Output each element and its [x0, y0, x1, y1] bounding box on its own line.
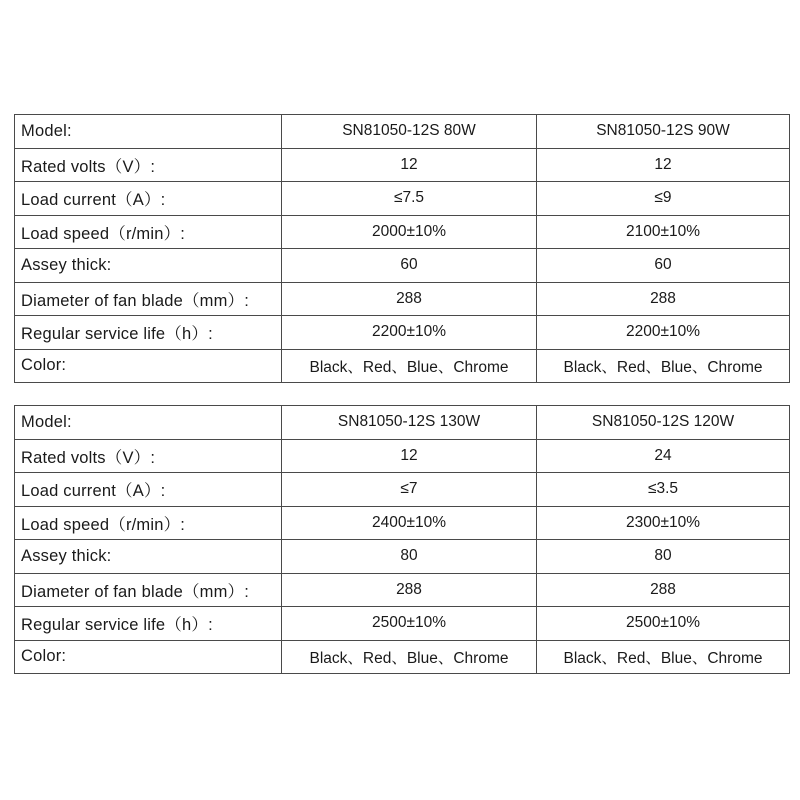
table-row-assey-thick	[15, 540, 790, 574]
table-row-color	[15, 349, 790, 383]
table-row-rated-volts	[15, 439, 790, 473]
cell-value: 288	[537, 282, 790, 316]
cell-value: 60	[282, 249, 537, 283]
cell-value: 2400±10%	[282, 506, 537, 540]
table-row-color	[15, 640, 790, 674]
cell-value: ≤7	[282, 473, 537, 507]
cell-value: 288	[537, 573, 790, 607]
table-row-diameter	[15, 573, 790, 607]
table-row-load-current	[15, 182, 790, 216]
row-label: Load speed（r/min）:	[15, 506, 282, 540]
table-row-load-speed	[15, 506, 790, 540]
row-label: Assey thick:	[15, 540, 282, 574]
cell-value: SN81050-12S 120W	[537, 406, 790, 440]
cell-value: 12	[282, 148, 537, 182]
row-label: Load speed（r/min）:	[15, 215, 282, 249]
cell-value: 60	[537, 249, 790, 283]
cell-value: 80	[282, 540, 537, 574]
row-label: Load current（A）:	[15, 473, 282, 507]
cell-value: Black、Red、Blue、Chrome	[282, 640, 537, 674]
cell-value: 2200±10%	[537, 316, 790, 350]
cell-value: 2500±10%	[282, 607, 537, 641]
row-label: Model:	[15, 406, 282, 440]
row-label: Regular service life（h）:	[15, 316, 282, 350]
cell-value: 12	[282, 439, 537, 473]
row-label: Color:	[15, 640, 282, 674]
spec-table-2	[14, 405, 790, 674]
table-row-service-life	[15, 607, 790, 641]
cell-value: 2200±10%	[282, 316, 537, 350]
row-label: Diameter of fan blade（mm）:	[15, 573, 282, 607]
table-row-diameter	[15, 282, 790, 316]
table-row-model	[15, 115, 790, 149]
cell-value: 2100±10%	[537, 215, 790, 249]
cell-value: 288	[282, 573, 537, 607]
cell-value: Black、Red、Blue、Chrome	[537, 640, 790, 674]
row-label: Regular service life（h）:	[15, 607, 282, 641]
cell-value: ≤9	[537, 182, 790, 216]
cell-value: 2300±10%	[537, 506, 790, 540]
row-label: Model:	[15, 115, 282, 149]
spec-table-body	[15, 115, 790, 383]
cell-value: ≤3.5	[537, 473, 790, 507]
cell-value: ≤7.5	[282, 182, 537, 216]
row-label: Color:	[15, 349, 282, 383]
spec-table-body	[15, 406, 790, 674]
table-row-load-speed	[15, 215, 790, 249]
cell-value: 2000±10%	[282, 215, 537, 249]
cell-value: 288	[282, 282, 537, 316]
cell-value: 2500±10%	[537, 607, 790, 641]
cell-value: 12	[537, 148, 790, 182]
cell-value: SN81050-12S 90W	[537, 115, 790, 149]
cell-value: Black、Red、Blue、Chrome	[537, 349, 790, 383]
row-label: Diameter of fan blade（mm）:	[15, 282, 282, 316]
table-row-service-life	[15, 316, 790, 350]
table-row-assey-thick	[15, 249, 790, 283]
row-label: Rated volts（V）:	[15, 148, 282, 182]
table-row-model	[15, 406, 790, 440]
cell-value: 24	[537, 439, 790, 473]
table-row-rated-volts	[15, 148, 790, 182]
cell-value: SN81050-12S 130W	[282, 406, 537, 440]
row-label: Rated volts（V）:	[15, 439, 282, 473]
row-label: Load current（A）:	[15, 182, 282, 216]
cell-value: Black、Red、Blue、Chrome	[282, 349, 537, 383]
cell-value: 80	[537, 540, 790, 574]
spec-table-1	[14, 114, 790, 383]
row-label: Assey thick:	[15, 249, 282, 283]
table-row-load-current	[15, 473, 790, 507]
cell-value: SN81050-12S 80W	[282, 115, 537, 149]
